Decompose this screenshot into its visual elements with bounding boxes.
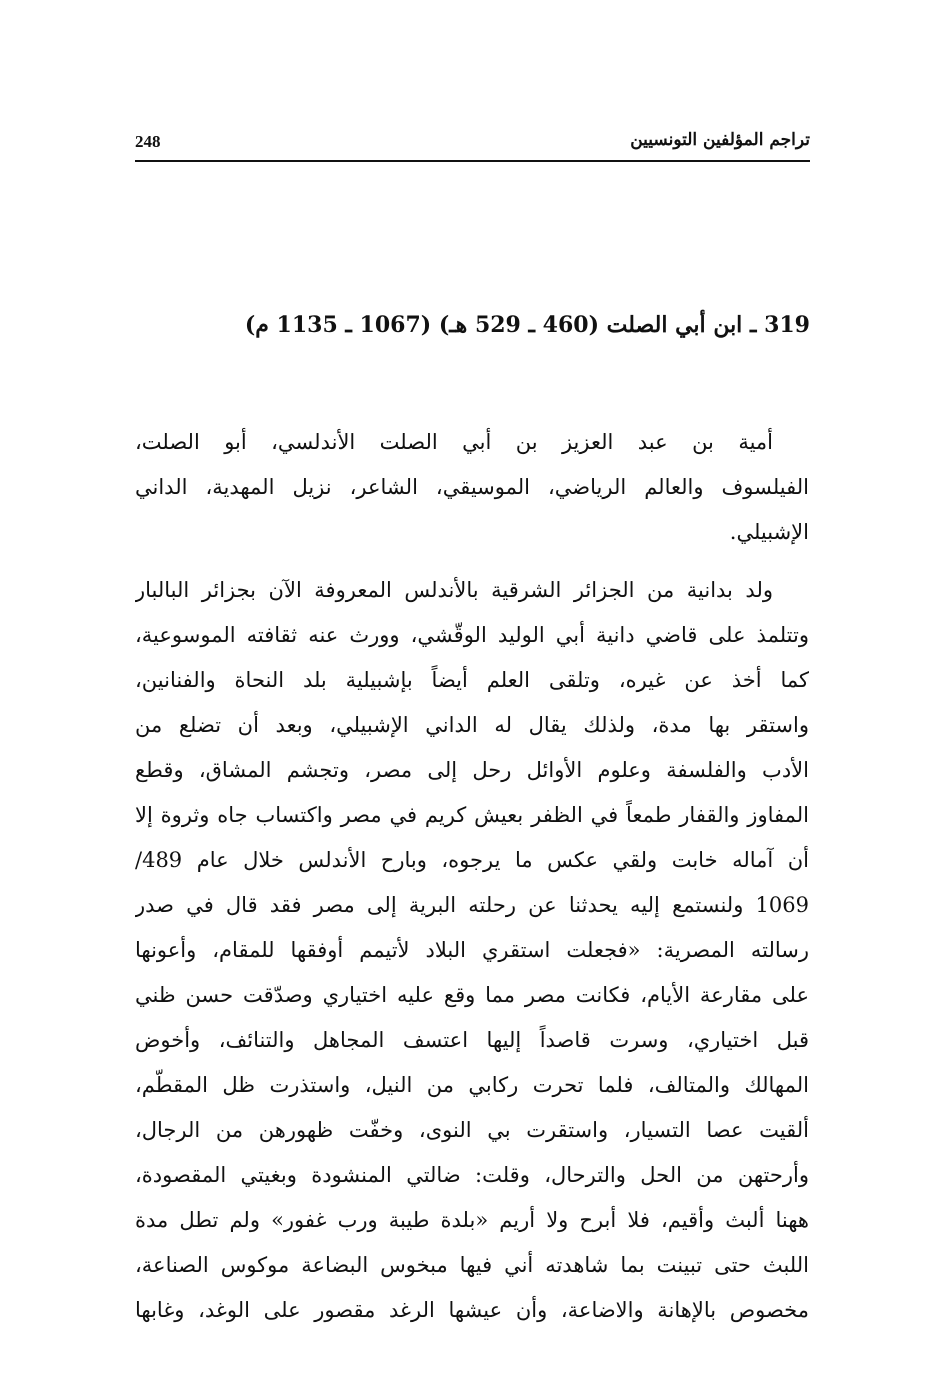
text-line: المهالك والمتالف، فلما تحرت ركابي من النيل، واستذرت ظل المقطّم، [135, 1073, 809, 1097]
text-line: على مقارعة الأيام، فكانت مصر مما وقع عليه اختياري وصدّقت حسن ظني [135, 983, 809, 1007]
text-line: الأدب والفلسفة وعلوم الأوائل رحل إلى مصر، وتجشم المشاق، وقطع [135, 758, 809, 782]
paragraph-biography [135, 568, 809, 1333]
text-line: الإشبيلي. [729, 520, 809, 544]
text-line: ولد بدانية من الجزائر الشرقية بالأندلس المعروفة الآن بجزائر البالبار [135, 578, 773, 602]
text-line: ههنا ألبث وأقيم، فلا أبرح ولا أريم «بلدة طيبة ورب غفور» ولم تطل مدة [135, 1208, 809, 1232]
text-line: ألقيت عصا التسيار، واستقرت بي النوى، وخفّت ظهورهن من الرجال، [135, 1118, 809, 1142]
text-line: 1069 ولنستمع إليه يحدثنا عن رحلته البرية إلى مصر فقد قال في صدر [135, 893, 809, 917]
entry-heading: 319 ـ ابن أبي الصلت (460 ـ 529 هـ) (1067 ـ 1135 م) [244, 312, 810, 338]
text-line: الفيلسوف والعالم الرياضي، الموسيقي، الشاعر، نزيل المهدية، الداني [135, 475, 809, 499]
text-line: اللبث حتى تبينت بما شاهدته أني فيها مبخوس البضاعة موكوس الصناعة، [135, 1253, 809, 1277]
text-line: مخصوص بالإهانة والاضاعة، وأن عيشها الرغد مقصور على الوغد، وغابها [135, 1298, 809, 1322]
running-header [135, 128, 810, 162]
page-number: 248 [135, 132, 161, 151]
text-line: قبل اختياري، وسرت قاصداً إليها اعتسف المجاهل والتنائف، وأخوض [135, 1028, 809, 1052]
text-line: كما أخذ عن غيره، وتلقى العلم أيضاً بإشبيلية بلد النحاة والفنانين، [135, 668, 809, 692]
text-line: واستقر بها مدة، ولذلك يقال له الداني الإشبيلي، وبعد أن تضلع من [135, 713, 809, 737]
text-line: أن آماله خابت ولقي عكس ما يرجوه، وبارح الأندلس خلال عام 489/ [135, 848, 809, 872]
text-line: المفاوز والقفار طمعاً في الظفر بعيش كريم في مصر واكتساب جاه وثروة إلا [135, 803, 809, 827]
text-line: وتتلمذ على قاضي دانية أبي الوليد الوقّشي، وورث عنه ثقافته الموسوعية، [135, 623, 809, 647]
header-title: تراجم المؤلفين التونسيين [630, 130, 810, 150]
paragraph-intro [135, 420, 809, 555]
text-line: أمية بن عبد العزيز بن أبي الصلت الأندلسي، أبو الصلت، [135, 430, 773, 454]
text-line: وأرحتهن من الحل والترحال، وقلت: ضالتي المنشودة وبغيتي المقصودة، [135, 1163, 809, 1187]
text-line: رسالته المصرية: «فجعلت استقري البلاد لأتيمم أوفقها للمقام، وأعونها [135, 938, 809, 962]
